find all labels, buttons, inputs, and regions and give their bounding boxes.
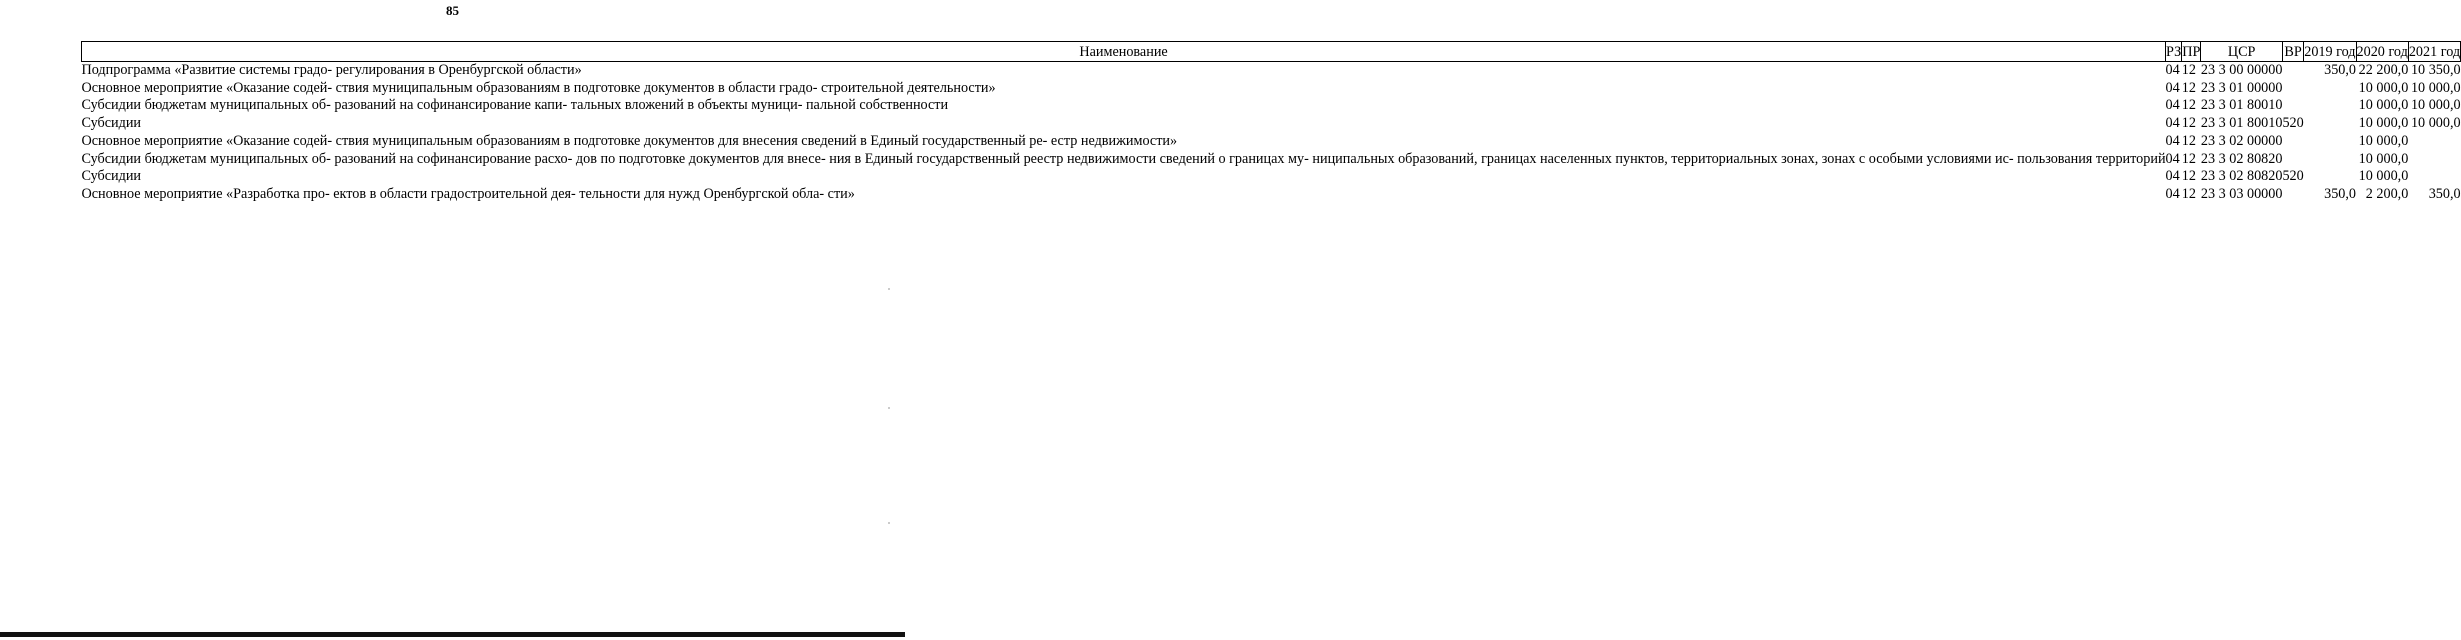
scan-edge-bar: [0, 632, 905, 637]
row-name: Субсидии бюджетам муниципальных об- разований на софинансирование расхо- дов по подготовке документов для внесе- ния в Единый государственный реестр недвижимости сведений о границах му- ниципальных образований, границах населенных пунктов, территориальных зонах, зонах с особыми условиями ис- пользования территорий: [81, 150, 2166, 167]
row-pr: 12: [2181, 62, 2196, 78]
row-vr: [2282, 186, 2303, 204]
row-2019: 350,0: [2324, 185, 2357, 202]
column-header-rz: РЗ: [2166, 43, 2182, 60]
row-2020: 10 000,0: [2358, 79, 2409, 96]
row-vr: [2282, 97, 2303, 115]
row-rz: 04: [2165, 168, 2180, 185]
row-2021: [2408, 151, 2460, 169]
row-2020: 10 000,0: [2358, 115, 2409, 132]
row-2019: [2304, 133, 2356, 151]
row-name: Основное мероприятие «Разработка про- ектов в области градостроительной дея- тельности для нужд Оренбургской обла- сти»: [81, 185, 855, 202]
row-pr: 12: [2181, 115, 2196, 132]
row-vr: [2282, 133, 2303, 151]
table-row: [82, 62, 2461, 80]
scan-speck: [888, 288, 890, 290]
row-2019: [2304, 97, 2356, 115]
scan-speck: [888, 522, 890, 524]
row-name: Основное мероприятие «Оказание содей- ствия муниципальным образованиям в подготовке документов в области градо- строительной деятельности»: [81, 79, 996, 96]
row-vr: 520: [2282, 168, 2304, 185]
row-2019: [2304, 80, 2356, 98]
table-row: [82, 186, 2461, 204]
row-2021: 10 000,0: [2410, 115, 2461, 132]
row-pr: 12: [2181, 97, 2196, 114]
row-pr: 12: [2181, 132, 2196, 149]
table-row: [82, 80, 2461, 98]
column-header-vr: ВР: [2284, 43, 2302, 60]
row-pr: 12: [2181, 185, 2196, 202]
row-csr: 23 3 02 00000: [2200, 132, 2283, 149]
row-rz: 04: [2165, 115, 2180, 132]
row-2020: 10 000,0: [2358, 168, 2409, 185]
row-vr: [2282, 80, 2303, 98]
column-header-2019: 2019 год: [2304, 43, 2356, 60]
row-name: Субсидии: [81, 115, 142, 132]
row-rz: 04: [2165, 79, 2180, 96]
row-2020: 10 000,0: [2358, 132, 2409, 149]
row-rz: 04: [2165, 150, 2180, 167]
row-2020: 10 000,0: [2358, 150, 2409, 167]
row-csr: 23 3 01 80010: [2200, 97, 2283, 114]
row-2019: 350,0: [2324, 62, 2357, 78]
row-csr: 23 3 02 80820: [2200, 150, 2283, 167]
row-2021: [2408, 168, 2460, 186]
table-row: [82, 133, 2461, 151]
row-2020: 22 200,0: [2358, 62, 2409, 78]
table-row: [82, 97, 2461, 115]
row-2021: 10 000,0: [2410, 79, 2461, 96]
row-csr: 23 3 03 00000: [2200, 185, 2283, 202]
row-csr: 23 3 02 80820: [2200, 168, 2283, 185]
row-csr: 23 3 01 80010: [2200, 115, 2283, 132]
table-row: [82, 168, 2461, 186]
row-rz: 04: [2165, 62, 2180, 78]
scan-speck: [888, 407, 890, 409]
column-header-name: Наименование: [82, 42, 2166, 62]
row-vr: 520: [2282, 115, 2304, 132]
row-csr: 23 3 01 00000: [2200, 79, 2283, 96]
row-name: Субсидии: [81, 168, 142, 185]
row-2021: 350,0: [2428, 185, 2461, 202]
row-rz: 04: [2165, 97, 2180, 114]
table-row: [82, 151, 2461, 169]
column-header-2020: 2020 год: [2356, 43, 2408, 60]
table-header-row: [82, 42, 2461, 62]
table-row: [82, 115, 2461, 133]
row-2020: 10 000,0: [2358, 97, 2409, 114]
row-2019: [2304, 168, 2356, 186]
row-rz: 04: [2165, 185, 2180, 202]
row-rz: 04: [2165, 132, 2180, 149]
row-vr: [2282, 62, 2303, 80]
row-name: Субсидии бюджетам муниципальных об- разований на софинансирование капи- тальных вложений в объекты муници- пальной собственности: [81, 97, 949, 114]
column-header-csr: ЦСР: [2201, 42, 2283, 62]
row-2020: 2 200,0: [2365, 185, 2409, 202]
row-2021: [2408, 133, 2460, 151]
row-name: Основное мероприятие «Оказание содей- ствия муниципальным образованиям в подготовке документов для внесения сведений в Единый государственный ре- естр недвижимости»: [81, 132, 1178, 149]
row-2019: [2304, 151, 2356, 169]
row-name: Подпрограмма «Развитие системы градо- регулирования в Оренбургской области»: [81, 62, 582, 78]
row-2021: 10 350,0: [2410, 62, 2461, 78]
budget-table: [81, 41, 2461, 204]
row-pr: 12: [2181, 150, 2196, 167]
row-2021: 10 000,0: [2410, 97, 2461, 114]
row-csr: 23 3 00 00000: [2200, 62, 2283, 78]
row-vr: [2282, 151, 2303, 169]
row-2019: [2304, 115, 2356, 133]
row-pr: 12: [2181, 168, 2196, 185]
column-header-pr: ПР: [2182, 43, 2201, 60]
row-pr: 12: [2181, 79, 2196, 96]
column-header-2021: 2021 год: [2408, 43, 2461, 60]
page-number: 85: [446, 3, 459, 18]
